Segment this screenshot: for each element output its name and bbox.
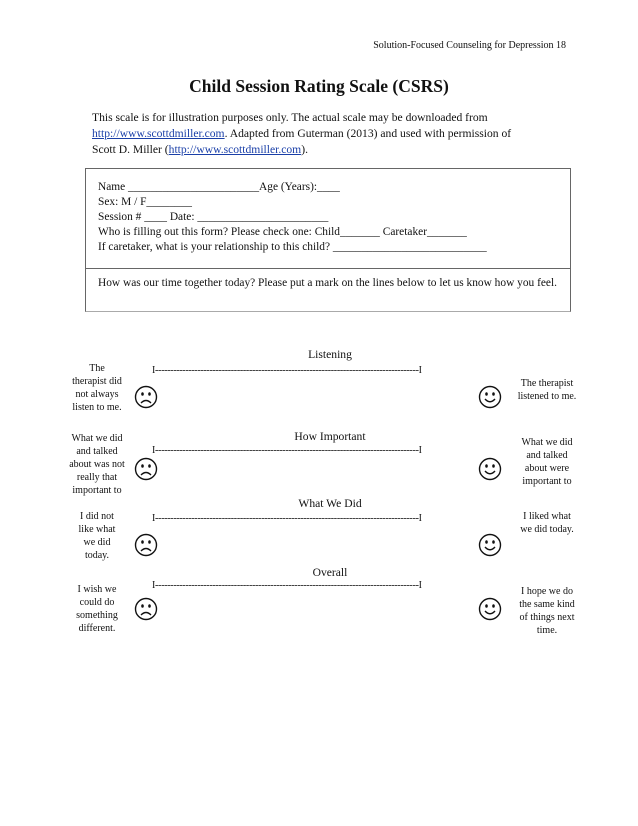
scale-title: What We Did	[298, 497, 362, 510]
label-line: I did not	[80, 511, 114, 522]
scale-title: How Important	[294, 430, 366, 443]
intro-text: ).	[301, 143, 308, 156]
label-line: about was not	[69, 459, 125, 470]
name-age-field[interactable]: Name _______________________Age (Years):____	[98, 181, 340, 193]
label-line: The therapist	[520, 378, 574, 389]
label-line: like what	[78, 524, 116, 535]
happy-face-icon	[478, 385, 502, 409]
instructions-text: How was our time together today? Please put a mark on the lines below to let us know how you feel.	[98, 277, 558, 289]
sad-face-icon	[134, 457, 158, 481]
happy-face-icon	[478, 457, 502, 481]
scale-title: Overall	[312, 566, 348, 579]
rating-line[interactable]: I---------------------------------------------------------------------------------------I	[152, 580, 422, 591]
happy-face-icon	[478, 597, 502, 621]
scale-title: Listening	[308, 348, 352, 361]
label-line: the same kind	[519, 599, 575, 610]
label-line: important to	[522, 476, 572, 487]
positive-anchor-label	[512, 377, 582, 403]
label-line: What we did	[71, 433, 123, 444]
session-date-field[interactable]: Session # ____ Date: _______________________	[98, 211, 329, 223]
label-line: I liked what	[523, 511, 571, 522]
label-line: The	[89, 363, 105, 374]
label-line: of things next	[519, 612, 575, 623]
label-line: I hope we do	[521, 586, 573, 597]
label-line: therapist did	[72, 376, 122, 387]
happy-face-icon	[478, 533, 502, 557]
rating-line[interactable]: I---------------------------------------------------------------------------------------I	[152, 513, 422, 524]
label-line: listened to me.	[517, 391, 577, 402]
label-line: and talked	[526, 450, 568, 461]
label-line: time.	[536, 625, 558, 636]
rating-line[interactable]: I---------------------------------------------------------------------------------------I	[152, 365, 422, 376]
intro-paragraph	[92, 110, 562, 158]
label-line: important to	[72, 485, 122, 496]
label-line: we did today.	[520, 524, 574, 535]
label-line: listen to me.	[72, 402, 122, 413]
scottdmiller-link[interactable]: http://www.scottdmiller.com	[92, 127, 225, 140]
instructions-box	[85, 269, 571, 312]
intro-text: . Adapted from Guterman (2013) and used with permission of	[224, 127, 512, 140]
label-line: and talked	[76, 446, 118, 457]
negative-anchor-label	[66, 362, 128, 414]
label-line: we did	[83, 537, 111, 548]
positive-anchor-label	[512, 585, 582, 637]
negative-anchor-label	[66, 583, 128, 635]
negative-anchor-label	[66, 510, 128, 562]
sad-face-icon	[134, 597, 158, 621]
label-line: What we did	[521, 437, 573, 448]
label-line: could do	[79, 597, 115, 608]
sad-face-icon	[134, 533, 158, 557]
label-line: really that	[76, 472, 118, 483]
who-filling-field[interactable]: Who is filling out this form? Please check one: Child_______ Caretaker_______	[98, 226, 467, 238]
positive-anchor-label	[512, 436, 582, 488]
label-line: I wish we	[77, 584, 117, 595]
caretaker-relationship-field[interactable]: If caretaker, what is your relationship to this child? ___________________________	[98, 241, 487, 253]
running-head: Solution-Focused Counseling for Depression 18	[373, 40, 566, 51]
client-info-form	[85, 168, 571, 269]
negative-anchor-label	[66, 432, 128, 497]
page-title: Child Session Rating Scale (CSRS)	[189, 76, 449, 96]
label-line: today.	[84, 550, 110, 561]
intro-text: Scott D. Miller (	[92, 143, 169, 156]
label-line: about were	[524, 463, 570, 474]
label-line: something	[76, 610, 118, 621]
label-line: different.	[78, 623, 116, 634]
intro-text: This scale is for illustration purposes only. The actual scale may be downloaded from	[92, 111, 488, 124]
rating-line[interactable]: I---------------------------------------------------------------------------------------I	[152, 445, 422, 456]
sex-field[interactable]: Sex: M / F________	[98, 196, 192, 208]
label-line: not always	[75, 389, 119, 400]
scottdmiller-link-2[interactable]: http://www.scottdmiller.com	[168, 143, 302, 156]
positive-anchor-label	[512, 510, 582, 536]
sad-face-icon	[134, 385, 158, 409]
